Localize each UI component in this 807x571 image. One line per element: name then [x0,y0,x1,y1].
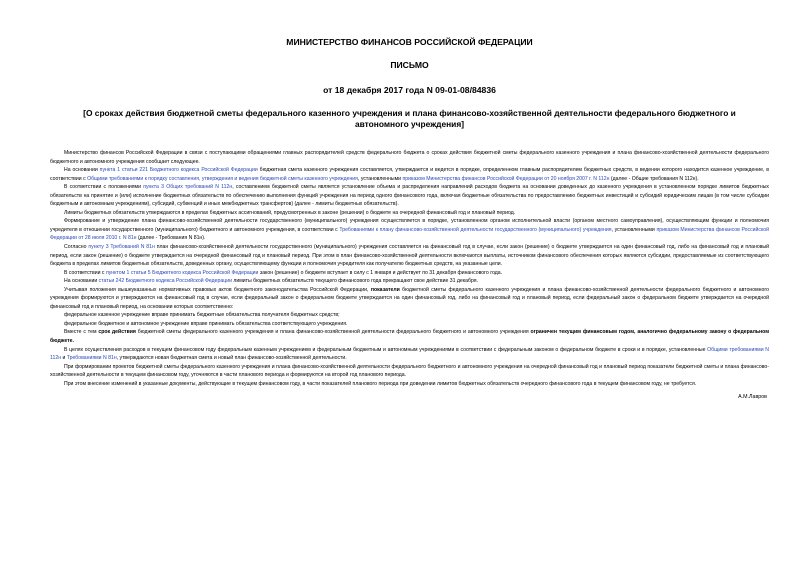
document-subject: [О сроках действия бюджетной сметы федерального казенного учреждения и плана финансово-хозяйственной деятельности федерального бюджетного и автономного учреждения] [83,108,736,129]
paragraph-text: Министерство финансов Российской Федерации в связи с поступающими обращениями главных распорядителей средств федерального бюджета о сроках действия бюджетной сметы федерального казенного учреждения и плана финансово-хозяйственной деятельности федерального бюджетного и автономного учреждения сообщает следующее. [50,150,769,165]
legal-reference-link[interactable]: Общими требованиями к порядку составления, утверждения и ведения бюджетной сметы казенного учреждения [87,175,358,182]
signature: А.М.Лавров [738,394,767,401]
paragraph-text: , составлением бюджетной сметы является установление объема и распределения направлений расходов бюджета на основании доведенных до казенного учреждения в установленном порядке лимитов бюджетных обязательств на принятие и (или) исполнение бюджетных обязательств по обеспечению выполнения функций учреждения на период одного финансового года, включая бюджетные обязательства по предоставлению бюджетных инвестиций и субсидий юридическим лицам (в том числе субсидии бюджетным и автономным учреждениям), субсидий, субвенций и иных межбюджетных трансфертов) (далее - лимиты бюджетных обязательств). [50,184,769,208]
paragraph-text: (далее - Общие требования N 112н). [609,175,699,182]
body-paragraph [50,277,769,286]
legal-reference-link[interactable]: приказом Министерства финансов Российской Федерации от 28 июля 2010 г. N 81н [50,226,769,242]
body-paragraph [50,380,769,389]
legal-reference-link[interactable]: пункта 3 Общих требований N 112н [143,184,233,191]
paragraph-text: При этом внесение изменений в указанные документы, действующие в текущем финансовом году, в части показателей планового периода при доведении лимитов бюджетных обязательств очередного финансового года в текущем финансовом году, не требуется. [64,380,697,387]
document-type: ПИСЬМО [390,60,429,70]
body-paragraph [50,149,769,166]
body-paragraph [50,328,769,345]
legal-reference-link[interactable]: Требованиями к плану финансово-хозяйственной деятельности государственного (муниципального) учреждения [339,226,612,233]
paragraph-text: Формирование и утверждение плана финансово-хозяйственной деятельности государственного (муниципального) учреждения осуществляется в порядке, установленном органом исполнительной власти (органом местного самоуправления), осуществляющим функции и полномочия учредителя в отношении государственного (муниципального) бюджетного и автономного учреждения, в соответствии с [50,218,769,233]
paragraph-text: бюджетной сметы федерального казенного учреждения и плана финансово-хозяйственной деятельности федерального бюджетного и автономного учреждения формируются и утверждаются на финансовый год в случае, если федеральный закон о федеральном бюджете утверждается на один финансовый год, либо на финансовый год и плановый период, если федеральный закон о федеральном бюджете утверждается на очередной финансовый год и плановый период, на основании которых соответственно: [50,286,769,310]
paragraph-text: закон (решение) о бюджете вступает в силу с 1 января и действует по 31 декабря финансового года. [258,269,502,276]
body-paragraph [50,320,769,329]
body-paragraph [50,346,769,363]
legal-reference-link[interactable]: статьи 242 Бюджетного кодекса Российской Федерации [98,278,232,285]
paragraph-text: Согласно [64,244,89,251]
paragraph-text: федеральное бюджетное и автономное учреждение вправе принимать обязательства соответствующего учреждения. [64,320,348,327]
paragraph-text: бюджетная смета казенного учреждения составляется, утверждается и ведется в порядке, определенном главным распорядителем бюджетных средств, в ведении которого находится казенное учреждение, в соответствии с [50,167,770,182]
paragraph-text: и [61,355,67,362]
ministry-title: МИНИСТЕРСТВО ФИНАНСОВ РОССИЙСКОЙ ФЕДЕРАЦИИ [286,37,533,47]
paragraph-text: план финансово-хозяйственной деятельности государственного (муниципального) учреждения составляется на финансовый год в случае, если закон (решение) о бюджете утверждается на один финансовый год, либо на финансовый год и плановый период, если закон (решение) о бюджете утверждается на очередной финансовый год и плановый период. При этом в план финансово-хозяйственной деятельности включаются выплаты, источником финансового обеспечения которых являются субсидии, предоставляемые из соответствующего бюджета в пределах лимитов бюджетных обязательств, доведенных органу, осуществляющему функции и полномочия учредителя как получателю бюджетных средств, на указанные цели. [50,244,769,268]
paragraph-text: Учитывая положения вышеуказанных нормативных правовых актов бюджетного законодательства Российской Федерации, [64,286,371,293]
paragraph-text: Вместе с тем [64,329,99,336]
legal-reference-link[interactable]: пунктом 1 статьи 5 Бюджетного кодекса Российской Федерации [105,269,259,276]
emphasis-text: ограничен текущим финансовым годом, аналогично федеральному закону о федеральном бюджете. [50,329,769,345]
emphasis-text: показатели [370,286,400,293]
legal-reference-link[interactable]: Общими требованиями N 112н [50,346,769,362]
body-paragraph [50,269,769,278]
paragraph-text: На основании [64,167,100,174]
body-paragraph [50,243,769,269]
paragraph-text: В соответствии с положениями [64,184,144,191]
paragraph-text: В соответствии с [64,269,106,276]
body-paragraph [50,166,769,183]
document-date-number: от 18 декабря 2017 года N 09-01-08/84836 [323,85,496,95]
paragraph-text: На основании [64,278,99,285]
legal-reference-link[interactable]: пункта 1 статьи 221 Бюджетного кодекса Российской Федерации [99,167,258,174]
document-body [50,149,769,388]
paragraph-text: , установленными [611,226,657,233]
paragraph-text: При формировании проектов бюджетной сметы федерального казенного учреждения и плана финансово-хозяйственной деятельности федерального бюджетного и автономного учреждения на очередной финансовый год и плановый период показатели бюджетной сметы и плана финансово-хозяйственной деятельности в текущем финансовом году, уточняются в части планового периода и формируются на второй год планового периода. [50,363,769,379]
paragraph-text: федеральное казенное учреждение вправе принимать бюджетные обязательства получателя бюджетных средств; [64,312,340,319]
paragraph-text: , утверждаются новая бюджетная смета и новый план финансово-хозяйственной деятельности. [116,355,347,362]
paragraph-text: В целях осуществления расходов в текущем финансовом году федеральным казенным учреждением и федеральным бюджетным и автономным учреждениями в соответствии с федеральным законом о федеральном бюджете в сроки и в порядке, установленные [64,346,708,353]
paragraph-text: лимиты бюджетных обязательств текущего финансового года прекращают свое действие 31 декабря. [231,278,478,285]
body-paragraph [50,311,769,320]
legal-reference-link[interactable]: приказом Министерства финансов Российской Федерации от 20 ноября 2007 г. N 112н [402,175,610,182]
paragraph-text: бюджетной сметы федерального казенного учреждения и плана финансово-хозяйственной деятельности федерального бюджетного и автономного учреждения [135,329,531,336]
body-paragraph [50,217,769,243]
body-paragraph [50,363,769,380]
body-paragraph [50,183,769,209]
paragraph-text: , установленными [357,175,403,182]
emphasis-text: срок действия [98,329,136,336]
legal-reference-link[interactable]: пункту 3 Требований N 81н [88,244,155,251]
paragraph-text: (далее - Требования N 81н). [136,235,206,242]
legal-reference-link[interactable]: Требованиями N 81н [66,355,117,362]
paragraph-text: Лимиты бюджетных обязательств утверждаются в пределах бюджетных ассигнований, предусмотренных в законе (решении) о бюджете на очередной финансовый год и плановый период. [64,209,516,216]
body-paragraph [50,286,769,312]
body-paragraph [50,209,769,218]
